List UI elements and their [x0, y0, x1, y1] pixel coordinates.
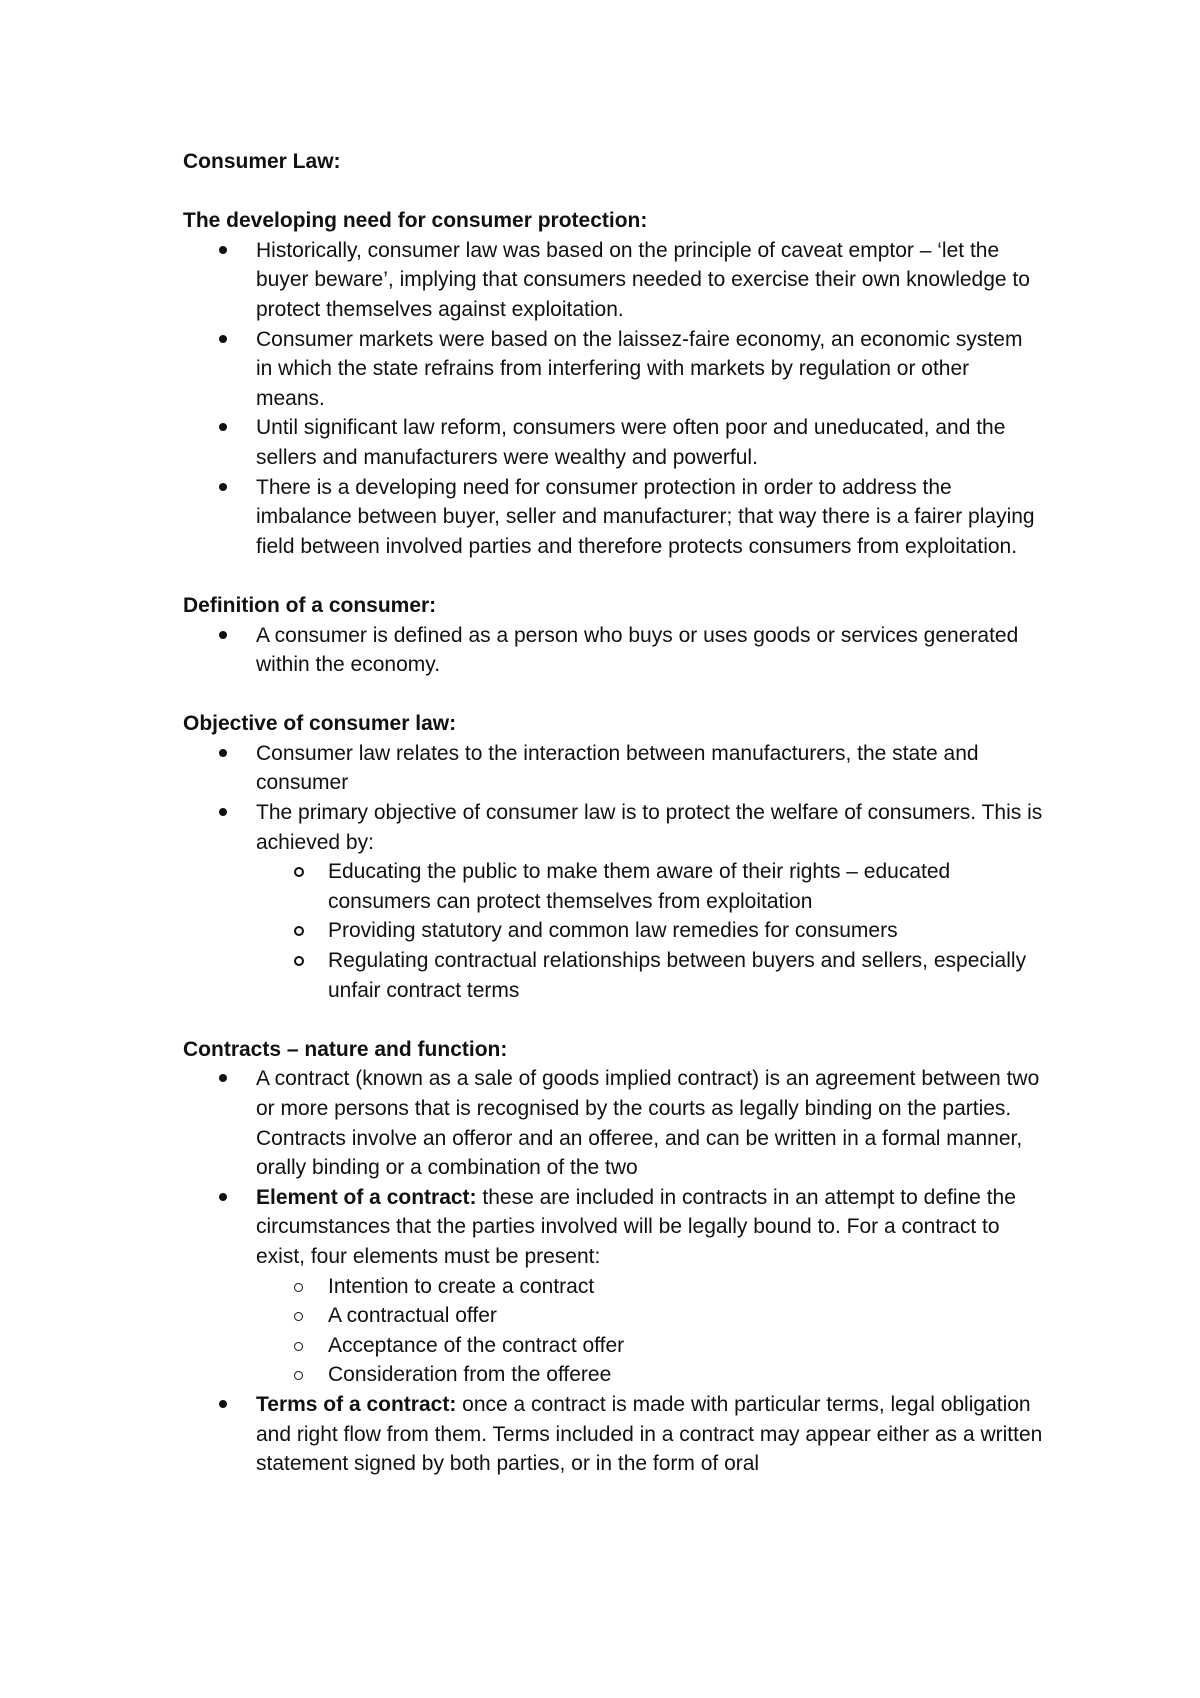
sub-bullet-list: [256, 1272, 1043, 1390]
term-text: these are included in contracts in an attempt to define the circumstances that the parties involved will be legally bound to. For a contract to exist, four elements must be present:: [256, 1185, 1016, 1268]
sub-list-item: A contractual offer: [328, 1301, 1043, 1331]
sub-list-item: Educating the public to make them aware of their rights – educated consumers can protect themselves from exploitation: [328, 857, 1043, 916]
section-heading: The developing need for consumer protection:: [183, 209, 648, 233]
list-item: [256, 1390, 1043, 1479]
sub-list-item: Regulating contractual relationships between buyers and sellers, especially unfair contract terms: [328, 946, 1043, 1005]
list-item: Until significant law reform, consumers were often poor and uneducated, and the sellers and manufacturers were wealthy and powerful.: [256, 413, 1043, 472]
list-item: There is a developing need for consumer protection in order to address the imbalance between buyer, seller and manufacturer; that way there is a fairer playing field between involved parties and therefore protects consumers from exploitation.: [256, 473, 1043, 562]
section-heading: Definition of a consumer:: [183, 593, 437, 617]
document-page: [183, 147, 1043, 1508]
bullet-list: [183, 621, 1043, 680]
list-item: A contract (known as a sale of goods implied contract) is an agreement between two or more persons that is recognised by the courts as legally binding on the parties. Contracts involve an offeror and an offeree, and can be written in a formal manner, orally binding or a combination of the two: [256, 1064, 1043, 1182]
sub-list-item: Acceptance of the contract offer: [328, 1331, 1043, 1361]
list-item-text: The primary objective of consumer law is to protect the welfare of consumers. This is achieved by:: [256, 801, 1043, 854]
bullet-list: [183, 739, 1043, 1005]
sub-list-item: Intention to create a contract: [328, 1272, 1043, 1302]
section-heading: Contracts – nature and function:: [183, 1037, 508, 1061]
sub-bullet-list: [256, 857, 1043, 1005]
section-definition: [183, 591, 1043, 680]
list-item: Consumer markets were based on the laissez-faire economy, an economic system in which the state refrains from interfering with markets by regulation or other means.: [256, 325, 1043, 414]
term-label: Element of a contract:: [256, 1185, 477, 1209]
section-need: [183, 206, 1043, 561]
document-title: Consumer Law:: [183, 150, 341, 173]
list-item: Historically, consumer law was based on the principle of caveat emptor – ‘let the buyer beware’, implying that consumers needed to exercise their own knowledge to protect themselves against exploitation.: [256, 236, 1043, 325]
bullet-list: [183, 1064, 1043, 1478]
list-item: Consumer law relates to the interaction between manufacturers, the state and consumer: [256, 739, 1043, 798]
list-item: [256, 1183, 1043, 1390]
bullet-list: [183, 236, 1043, 562]
term-text: once a contract is made with particular terms, legal obligation and right flow from them. Terms included in a contract may appear either as a written statement signed by both parties, or in the form of oral: [256, 1392, 1043, 1476]
section-heading: Objective of consumer law:: [183, 712, 457, 736]
list-item: A consumer is defined as a person who buys or uses goods or services generated within the economy.: [256, 621, 1043, 680]
list-item: [256, 798, 1043, 1005]
section-contracts: [183, 1035, 1043, 1479]
term-label: Terms of a contract:: [256, 1392, 457, 1416]
sub-list-item: Providing statutory and common law remedies for consumers: [328, 916, 1043, 946]
sub-list-item: Consideration from the offeree: [328, 1360, 1043, 1390]
section-objective: [183, 709, 1043, 1005]
